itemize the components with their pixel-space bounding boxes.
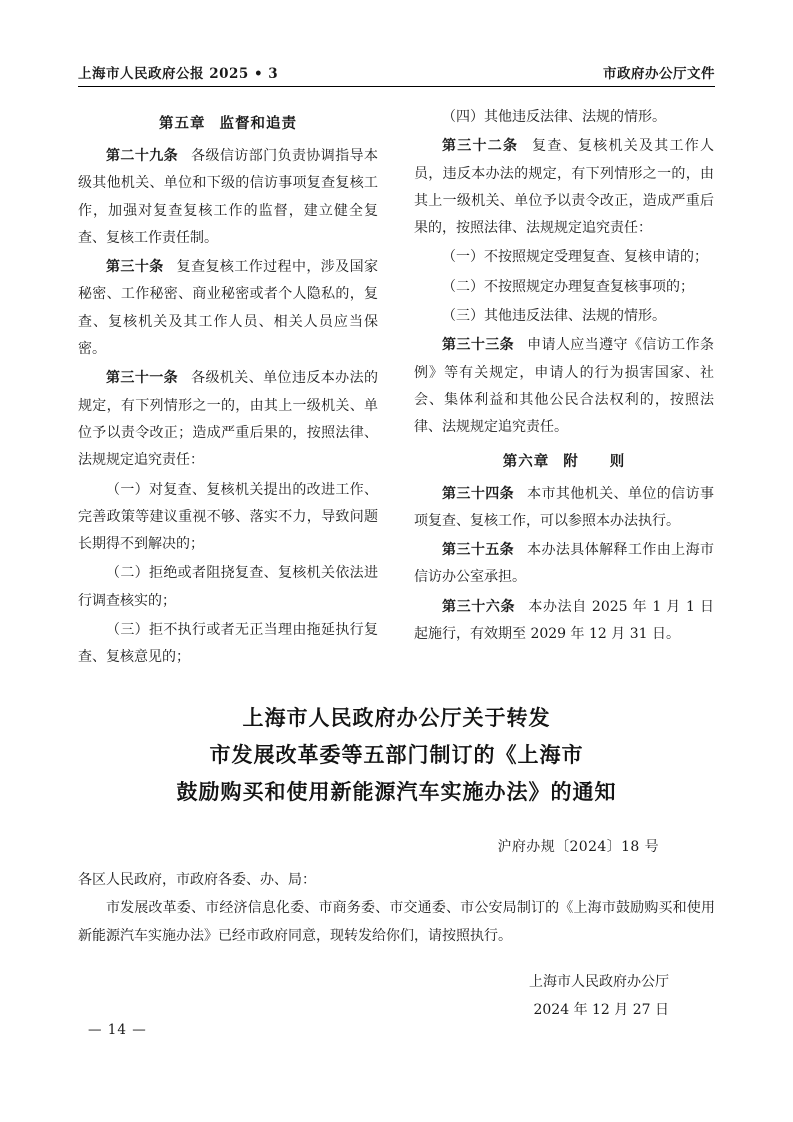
header-divider	[78, 86, 715, 87]
header-left-title: 上海市人民政府公报 2025 • 3	[78, 66, 279, 82]
article-text: 本办法自 2025 年 1 月 1 日起施行，有效期至 2029 年 12 月 31 日。	[414, 598, 714, 643]
article-text: 本办法具体解释工作由上海市信访办公室承担。	[414, 542, 715, 586]
article-text: （二）不按照规定办理复查复核事项的；	[442, 278, 694, 295]
article-text: （二）拒绝或者阻挠复查、复核机关依法进行调查核实的；	[78, 565, 378, 609]
article-text: 各级机关、单位违反本办法的规定，有下列情形之一的，由其上一级机关、单位予以责令改正；造成严重后果的，按照法律、法规规定追究责任：	[78, 370, 379, 469]
paragraph	[414, 274, 714, 301]
notice-title-line-2: 市发展改革委等五部门制订的《上海市	[209, 741, 584, 767]
article-label: 第二十九条	[106, 148, 179, 164]
chapter-heading-six	[414, 450, 714, 471]
document-number: 沪府办规〔2024〕18 号	[497, 839, 659, 856]
article-label: 第三十五条	[442, 542, 515, 559]
article-label: 第三十条	[106, 259, 164, 276]
notice-section	[78, 700, 715, 1024]
paragraph	[414, 244, 714, 271]
right-column	[414, 104, 714, 674]
article-label: 第三十二条	[442, 138, 519, 155]
page-header	[78, 62, 715, 82]
signer-name: 上海市人民政府办公厅	[529, 974, 669, 991]
paragraph	[414, 133, 714, 242]
paragraph	[414, 594, 714, 649]
two-column-body	[78, 104, 715, 674]
article-text: 本市其他机关、单位的信访事项复查、复核工作，可以参照本办法执行。	[414, 485, 715, 529]
article-text: 各级信访部门负责协调指导本级其他机关、单位和下级的信访事项复查复核工作，加强对复查复核工作的监督，建立健全复查、复核工作责任制。	[78, 148, 379, 246]
notice-title	[78, 700, 715, 810]
header-right-title: 市政府办公厅文件	[603, 66, 715, 82]
left-column	[78, 104, 378, 674]
article-text: 复查复核工作过程中，涉及国家秘密、工作秘密、商业秘密或者个人隐私的，复查、复核机关及其工作人员、相关人员应当保密。	[78, 259, 379, 358]
paragraph	[414, 303, 714, 330]
article-label: 第三十四条	[442, 485, 515, 502]
notice-body	[78, 866, 715, 950]
paragraph	[78, 254, 378, 363]
notice-signature	[78, 968, 715, 1024]
notice-title-line-3: 鼓励购买和使用新能源汽车实施办法》的通知	[176, 778, 617, 804]
paragraph	[414, 104, 714, 131]
article-label: 第三十六条	[442, 598, 516, 615]
chapter-heading-five	[78, 112, 378, 133]
paragraph	[414, 332, 714, 441]
chapter-five-suffix: 监督和追责	[219, 115, 297, 132]
article-text: 申请人应当遵守《信访工作条例》等有关规定，申请人的行为损害国家、社会、集体利益和其他公民合法权利的，按照法律、法规规定追究责任。	[414, 337, 715, 436]
notice-title-line-1: 上海市人民政府办公厅关于转发	[242, 705, 551, 730]
article-text: （三）拒不执行或者无正当理由拖延执行复查、复核意见的；	[78, 622, 378, 666]
page-number: — 14 —	[88, 1022, 147, 1038]
article-text: （一）对复查、复核机关提出的改进工作、完善政策等建议重视不够、落实不力，导致问题长期得不到解决的；	[78, 481, 378, 553]
chapter-five-prefix: 第五章	[159, 115, 206, 132]
article-text: （三）其他违反法律、法规的情形。	[442, 308, 666, 325]
chapter-six-prefix: 第六章	[502, 452, 550, 470]
article-label: 第三十一条	[106, 370, 179, 387]
article-label: 第三十三条	[442, 337, 515, 354]
paragraph	[414, 481, 714, 536]
paragraph	[414, 537, 714, 592]
paragraph	[78, 365, 378, 474]
paragraph	[78, 143, 378, 252]
article-text: （四）其他违反法律、法规的情形。	[442, 109, 666, 125]
paragraph	[78, 560, 378, 615]
article-text: 复查、复核机关及其工作人员，违反本办法的规定，有下列情形之一的，由其上一级机关、单位予以责令改正，造成严重后果的，按照法律、法规规定追究责任：	[414, 138, 715, 237]
chapter-six-suffix: 附 则	[563, 452, 626, 470]
paragraph	[78, 617, 378, 672]
notice-addressee: 各区人民政府，市政府各委、办、局：	[78, 872, 316, 889]
article-text: （一）不按照规定受理复查、复核申请的；	[442, 249, 708, 266]
notice-body-text: 市发展改革委、市经济信息化委、市商务委、市交通委、市公安局制订的《上海市鼓励购买和使用新能源汽车实施办法》已经市政府同意，现转发给你们，请按照执行。	[78, 900, 715, 945]
paragraph	[78, 477, 378, 559]
signature-date: 2024 年 12 月 27 日	[533, 1002, 669, 1019]
